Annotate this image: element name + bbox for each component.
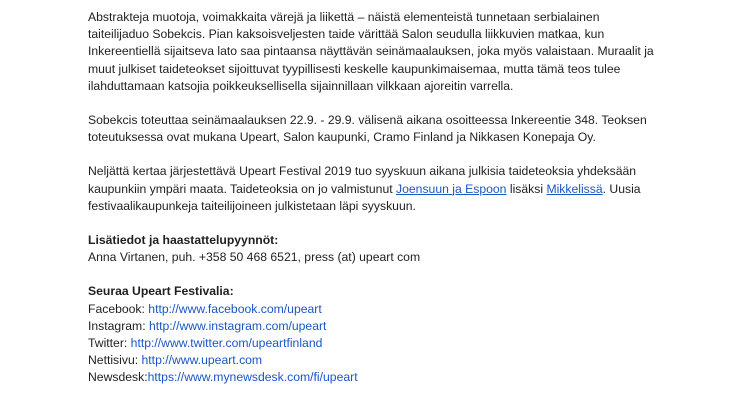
press-release-document [88,9,728,404]
line-text: lisäksi [506,181,547,196]
paragraph-line [88,181,728,198]
intro-paragraph [88,9,728,95]
mikkeli-link[interactable]: Mikkelissä [546,181,603,196]
paragraph-line: Sobekcis toteuttaa seinämaalauksen 22.9. - 29.9. välisenä aikana osoitteessa Inkereentie 348. Teoksen [88,113,647,128]
twitter-link[interactable]: http://www.twitter.com/upeartfinland [130,336,323,351]
newsdesk-row [88,369,728,386]
contact-heading: Lisätiedot ja haastattelupyynnöt: [88,233,279,248]
paragraph-line: ilahduttamaan katsojia poikkeuksellisella sijainnillaan vilkkaan ajoreitin varrella. [88,78,514,93]
paragraph-line: Neljättä kertaa järjestettävä Upeart Festival 2019 tuo syyskuun aikana julkisia taideteoksia yhdeksään [88,164,637,179]
paragraph-line: festivaalikaupunkeja taiteilijoineen julkistetaan läpi syyskuun. [88,198,416,213]
newsdesk-link[interactable]: https://www.mynewsdesk.com/fi/upeart [147,370,358,385]
instagram-link[interactable]: http://www.instagram.com/upeart [148,318,327,333]
paragraph-line: Abstrakteja muotoja, voimakkaita värejä ja liikettä – näistä elementeistä tunnetaan serbialainen [88,10,600,24]
paragraph-line: taiteilijaduo Sobekcis. Pian kaksoisveljesten taide värittää Salon seudulla liikkuvien matkaa, kun [88,27,605,42]
social-label: Newsdesk: [88,370,148,385]
social-label: Nettisivu: [88,353,142,368]
website-link[interactable]: http://www.upeart.com [141,353,263,368]
follow-section [88,283,728,386]
social-label: Facebook: [88,301,149,316]
line-text: . Uusia [602,181,641,196]
festival-paragraph [88,163,728,215]
social-label: Twitter: [88,336,131,351]
facebook-row [88,301,728,318]
schedule-paragraph [88,112,728,146]
contact-section [88,232,728,266]
line-text: kaupunkiin ympäri maata. Taideteoksia on jo valmistunut [88,181,397,196]
paragraph-line: muut julkiset taideteokset sijoittuvat tyypillisesti keskelle kaupunkimaisemaa, mutta tämä teos tulee [88,61,621,76]
joensuu-espoo-link[interactable]: Joensuun ja Espoon [396,181,507,196]
social-label: Instagram: [88,318,149,333]
twitter-row [88,335,728,352]
paragraph-line: Inkereentiellä sijaitseva lato saa pintaansa näyttävän seinämaalauksen, joka myös valaistaan. Muraalit ja [88,44,654,59]
facebook-link[interactable]: http://www.facebook.com/upeart [148,301,322,316]
contact-text: Anna Virtanen, puh. +358 50 468 6521, press (at) upeart com [88,250,421,265]
website-row [88,352,728,369]
instagram-row [88,318,728,335]
follow-heading: Seuraa Upeart Festivalia: [88,284,234,299]
paragraph-line: toteutuksessa ovat mukana Upeart, Salon kaupunki, Cramo Finland ja Nikkasen Konepaja Oy. [88,130,596,145]
